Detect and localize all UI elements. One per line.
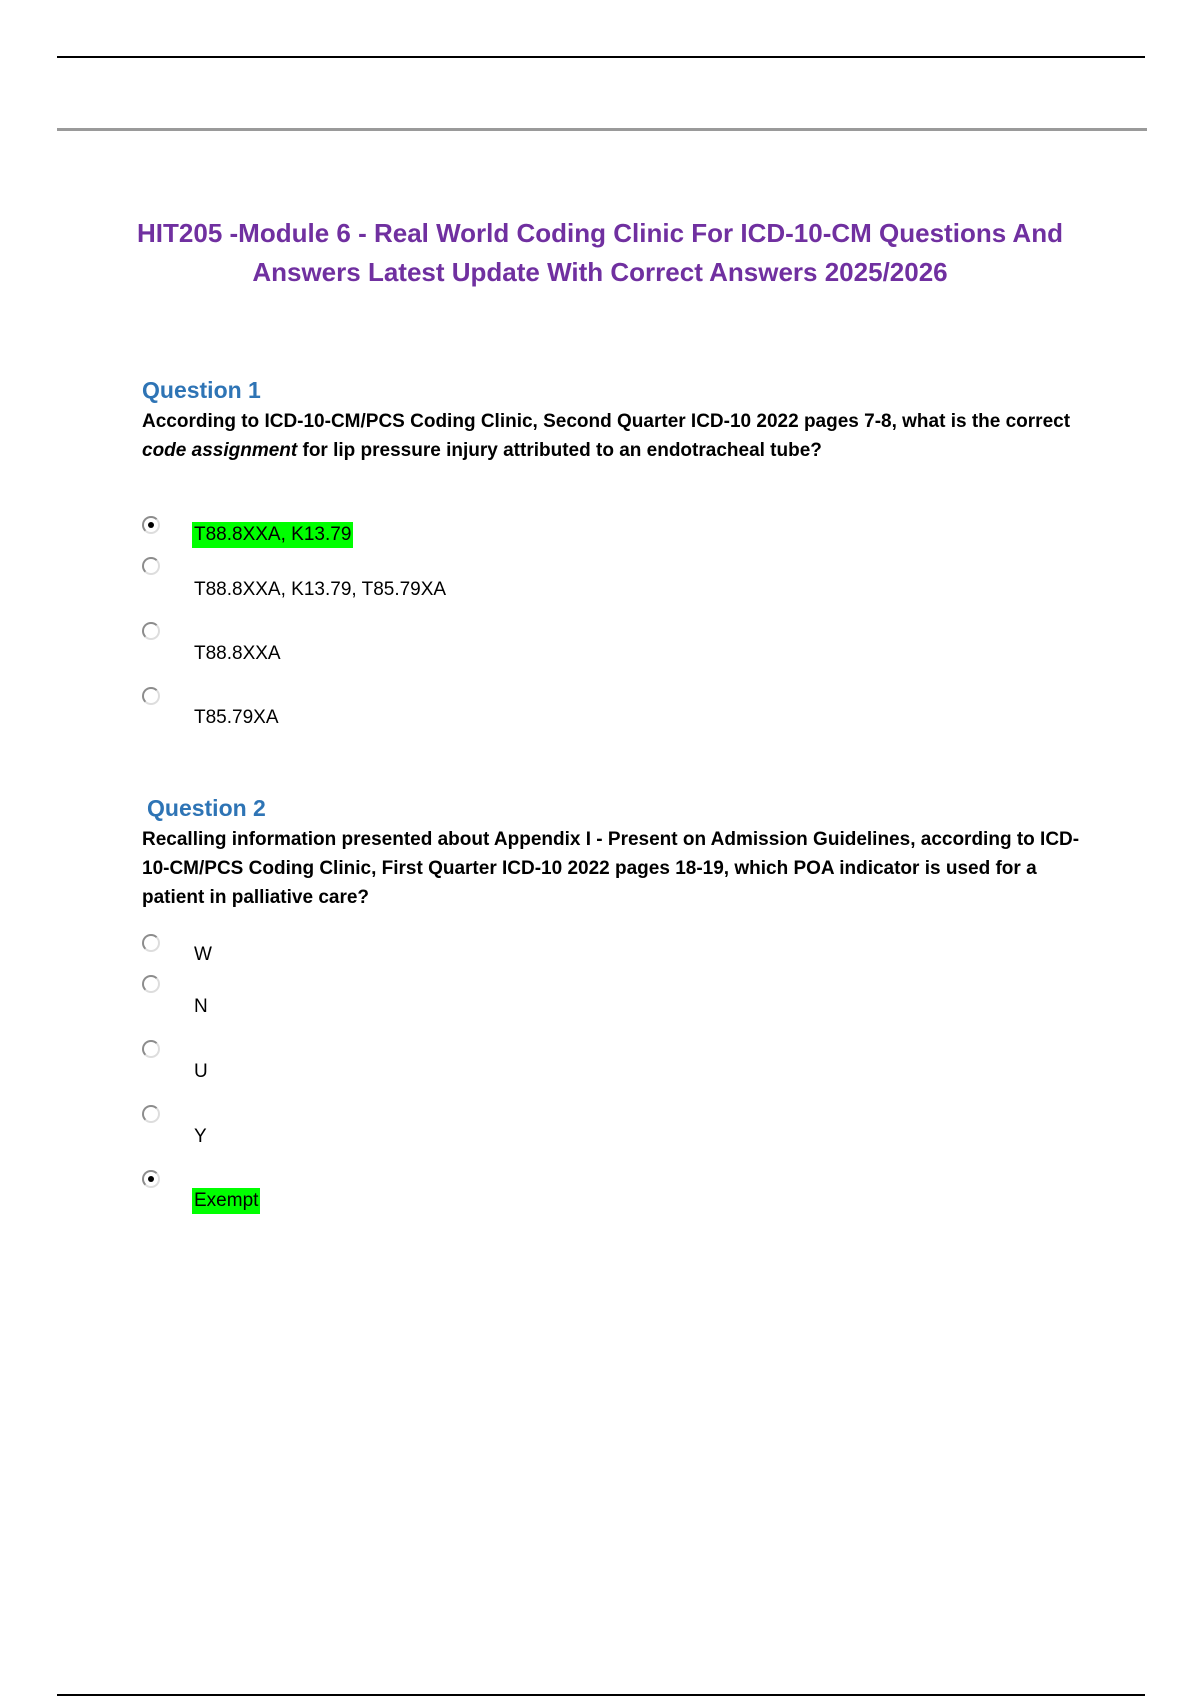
question-text: Recalling information presented about Appendix I - Present on Admission Guidelines, according to ICD-10-CM/PCS Coding Clinic, First Quarter ICD-10 2022 pages 18-19, which POA indicator is used for a patient in palliative care?: [142, 829, 1080, 908]
question-text-part: According to ICD-10-CM/PCS Coding Clinic, Second Quarter ICD-10 2022 pages 7-8, what is the correct: [142, 411, 1071, 432]
question-heading: Question 2: [147, 795, 266, 821]
question-text-part: for lip pressure injury attributed to an endotracheal tube?: [297, 440, 822, 461]
radio-selected-icon[interactable]: [142, 1170, 160, 1188]
answer-label-correct: Exempt: [192, 1188, 260, 1214]
bottom-rule: [57, 1694, 1145, 1696]
radio-icon[interactable]: [142, 934, 160, 952]
radio-icon[interactable]: [142, 622, 160, 640]
answer-label: T85.79XA: [194, 707, 279, 728]
question-heading: Question 1: [142, 377, 261, 403]
answer-label-correct: T88.8XXA, K13.79: [192, 522, 353, 548]
question-text: [142, 407, 1082, 465]
answer-label: U: [194, 1061, 208, 1082]
radio-icon[interactable]: [142, 1105, 160, 1123]
question-2: [142, 793, 1082, 912]
answer-label: Y: [194, 1126, 207, 1147]
header-rule: [57, 128, 1147, 131]
radio-icon[interactable]: [142, 1040, 160, 1058]
answer-label: T88.8XXA, K13.79, T85.79XA: [194, 579, 447, 600]
question-text-emphasis: code assignment: [142, 440, 298, 461]
answer-label: T88.8XXA: [194, 643, 281, 664]
answer-label: N: [194, 996, 208, 1017]
top-rule: [57, 56, 1145, 58]
radio-icon[interactable]: [142, 557, 160, 575]
document-title: HIT205 -Module 6 - Real World Coding Clinic For ICD-10-CM Questions And Answers Latest Update With Correct Answers 2025/2026: [137, 218, 1063, 287]
answer-label: W: [194, 944, 212, 965]
radio-icon[interactable]: [142, 687, 160, 705]
question-1: [142, 375, 1082, 465]
radio-selected-icon[interactable]: [142, 516, 160, 534]
radio-icon[interactable]: [142, 975, 160, 993]
